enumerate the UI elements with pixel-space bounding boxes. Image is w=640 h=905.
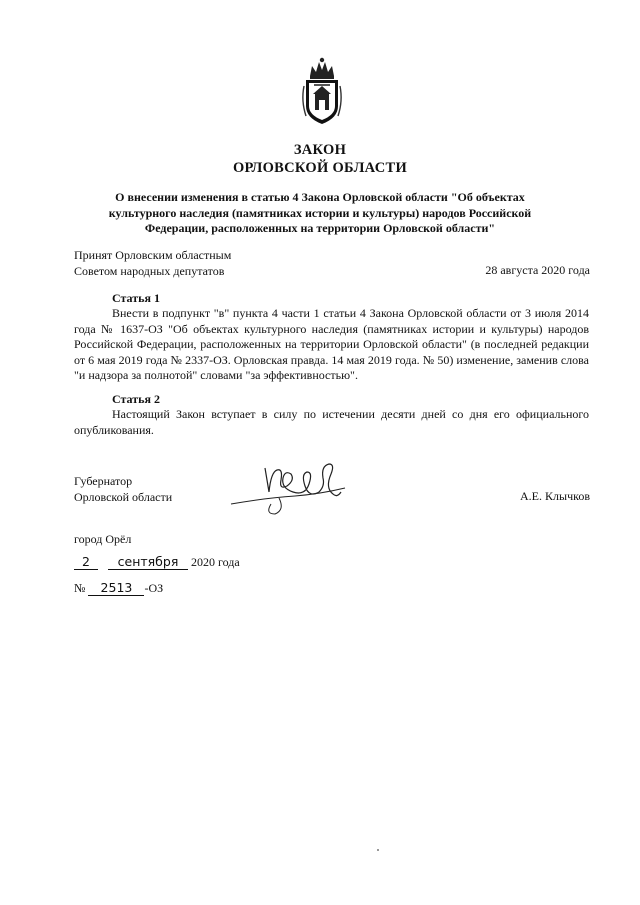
- document-type-title: ЗАКОН: [293, 142, 347, 158]
- subtitle-line: культурного наследия (памятниках истории и культуры) народов Российской: [108, 205, 532, 220]
- adoption-line: Советом народных депутатов: [74, 263, 225, 278]
- subtitle-line: Федерации, расположенных на территории Орловской области": [144, 221, 496, 235]
- handwritten-signature: [225, 458, 355, 518]
- position-line: Губернатор: [74, 474, 133, 488]
- region-title: ОРЛОВСКОЙ ОБЛАСТИ: [232, 160, 408, 176]
- position-line: Орловской области: [74, 489, 173, 504]
- scan-speck: [377, 849, 379, 851]
- signatory-position: [74, 474, 172, 505]
- article-1-paragraph: Внести в подпункт "в" пункта 4 части 1 статьи 4 Закона Орловской области от 3 июля 2014 года № 1637-ОЗ "Об объектах культурного наследия (памятниках истории и культуры) народов Российской Федерации, расположенных на территории Орловской области" (в последней редакции от 6 мая 2019 года № 2337-ОЗ. Орловская правда. 14 мая 2019 года. № 50) изменение, заменив слова "и надзора за полнотой" словами "за эффективностью".: [74, 306, 589, 382]
- article-2-text: [74, 407, 589, 438]
- coat-of-arms-icon: [300, 56, 344, 126]
- subtitle-line: О внесении изменения в статью 4 Закона Орловской области "Об объектах: [115, 190, 525, 204]
- article-1-heading: Статья 1: [112, 291, 160, 305]
- adoption-body: [74, 248, 231, 279]
- signatory-name: А.Е. Клычков: [520, 489, 590, 503]
- adoption-line: Принят Орловским областным: [74, 248, 232, 262]
- adoption-date: 28 августа 2020 года: [485, 263, 590, 277]
- signing-month: сентября: [108, 555, 188, 570]
- number-sign: №: [74, 581, 86, 595]
- place-of-signing: город Орёл: [74, 532, 132, 546]
- law-number-value: 2513: [88, 581, 144, 596]
- law-number-suffix: -ОЗ: [144, 581, 164, 595]
- article-2-paragraph: Настоящий Закон вступает в силу по истечении десяти дней со дня его официального опубликования.: [74, 407, 589, 437]
- law-subject-title: [60, 190, 580, 237]
- article-2-heading: Статья 2: [112, 392, 160, 406]
- law-number: [74, 581, 163, 597]
- article-1-text: [74, 306, 589, 384]
- signing-year: 2020 года: [191, 555, 240, 569]
- signing-date: [74, 555, 240, 571]
- signing-day: 2: [74, 555, 98, 570]
